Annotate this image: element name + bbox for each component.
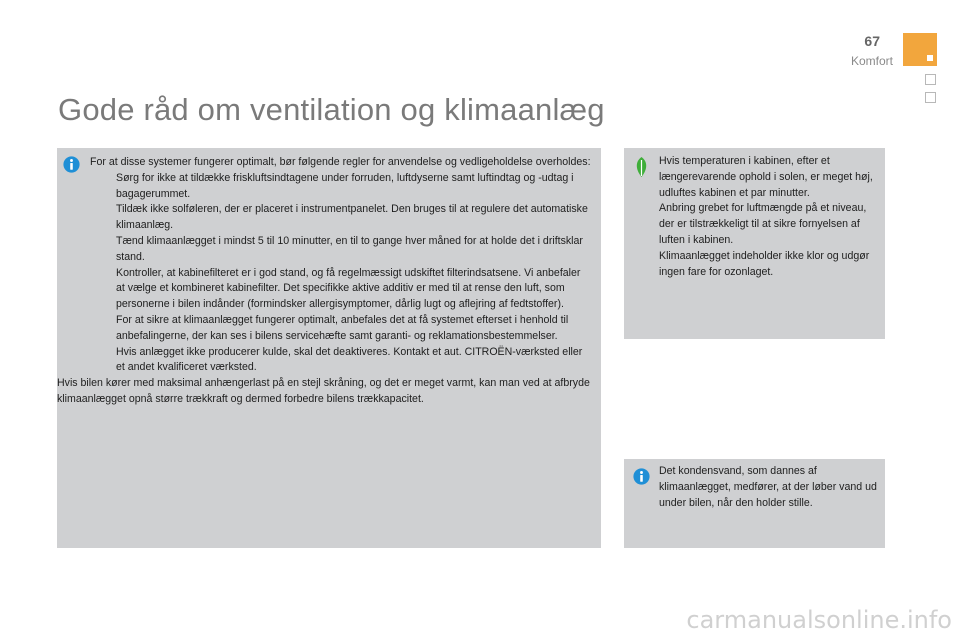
- list-item: [90, 202, 591, 234]
- info-icon: [633, 468, 650, 485]
- list-item-text: Kontroller, at kabinefilteret er i god stand, og få regelmæssigt udskiftet filterindsatsene. Vi anbefaler at vælge et kombineret kabinefilter. Det specifikke aktive additiv er med til at rense den luft, som personerne i bilen indånder (formindsker allergisymptomer, dårlig lugt og aflejring af fedtstoffer).: [116, 266, 581, 311]
- list-item: [90, 266, 591, 313]
- list-item: [90, 171, 591, 203]
- condensation-text: Det kondensvand, som dannes af klimaanlægget, medfører, at der løber vand ud under bilen, når den holder stille.: [659, 465, 877, 509]
- page-title: Gode råd om ventilation og klimaanlæg: [58, 92, 605, 127]
- main-info-panel: [57, 148, 601, 548]
- list-item-text: Sørg for ikke at tildække friskluftsindtagene under forruden, luftdyserne samt luftindtag og -udtag i bagagerummet.: [116, 171, 574, 200]
- watermark: carmanualsonline.info: [686, 606, 952, 634]
- list-item: [90, 313, 591, 345]
- leaf-icon: [634, 157, 649, 177]
- eco-paragraph: Anbring grebet for luftmængde på et niveau, der er tilstrækkeligt til at sikre fornyelsen af luften i kabinen.: [659, 202, 867, 246]
- tab-marker: [927, 55, 933, 61]
- eco-paragraph: Hvis temperaturen i kabinen, efter et længerevarende ophold i solen, er meget høj, udluftes kabinen et par minutter.: [659, 155, 873, 199]
- list-item-text: Tildæk ikke solføleren, der er placeret i instrumentpanelet. Den bruges til at regulere det automatiske klimaanlæg.: [116, 203, 588, 232]
- list-item-text: For at sikre at klimaanlægget fungerer optimalt, anbefales det at få systemet efterset i henhold til anbefalingerne, der kan ses i bilens servicehæfte samt garanti- og reklamationsbestemmelser.: [116, 313, 569, 342]
- eco-paragraph: Klimaanlægget indeholder ikke klor og udgør ingen fare for ozonlaget.: [659, 249, 870, 278]
- page-number: 67: [864, 33, 880, 49]
- list-item-text: Hvis anlægget ikke producerer kulde, skal det deaktiveres. Kontakt et aut. CITROËN-værksted eller et andet kvalificeret værksted.: [116, 345, 583, 374]
- eco-tips-panel: [624, 148, 885, 339]
- list-item: [90, 345, 591, 377]
- main-bullet-list: [90, 171, 591, 376]
- main-closing: Hvis bilen kører med maksimal anhængerlast på en stejl skråning, og det er meget varmt, kan man ved at afbryde klimaanlægget opnå større trækkraft og dermed forbedre bilens trækkapacitet.: [57, 377, 590, 405]
- info-icon: [63, 156, 80, 173]
- list-item: [90, 234, 591, 266]
- nav-box-2[interactable]: [925, 92, 936, 103]
- condensation-info-panel: [624, 459, 885, 548]
- main-intro: For at disse systemer fungerer optimalt, bør følgende regler for anvendelse og vedligeholdelse overholdes:: [90, 156, 591, 168]
- nav-box-1[interactable]: [925, 74, 936, 85]
- list-item-text: Tænd klimaanlægget i mindst 5 til 10 minutter, en til to gange hver måned for at holde det i driftsklar stand.: [116, 234, 583, 263]
- section-tab[interactable]: [903, 33, 937, 66]
- section-name: Komfort: [850, 54, 893, 68]
